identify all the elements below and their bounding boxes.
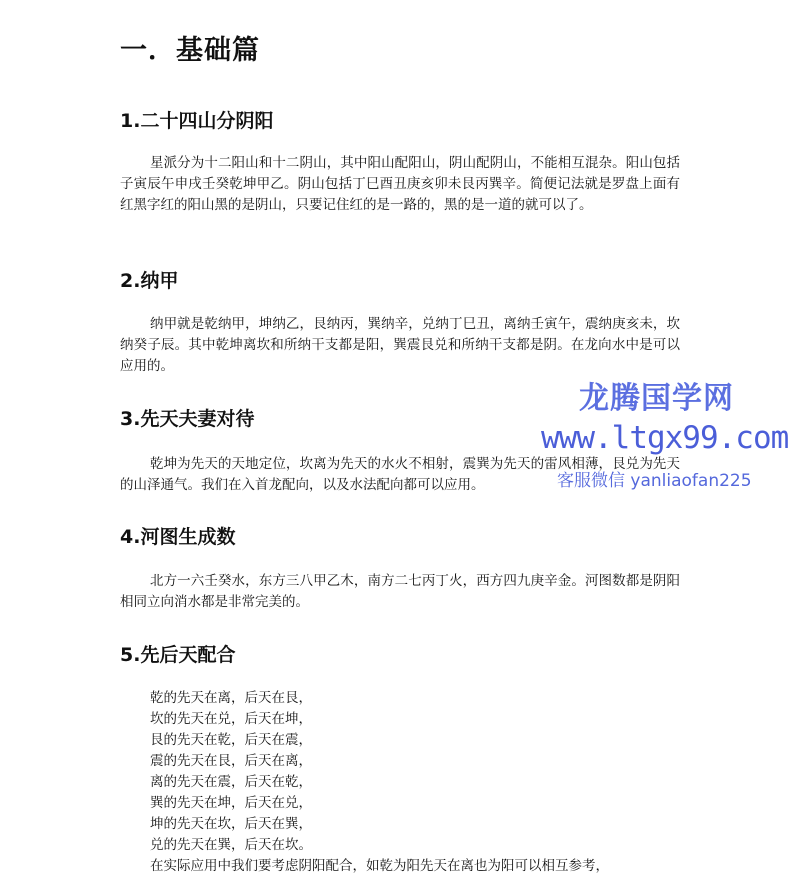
section-heading-5: 5.先后天配合: [120, 644, 236, 666]
list-item: 震的先天在艮，后天在离，: [150, 753, 312, 769]
section-heading-1: 1.二十四山分阴阳: [120, 110, 274, 132]
section-body-1: 星派分为十二阳山和十二阴山，其中阳山配阳山，阴山配阴山，不能相互混杂。阳山包括子寅辰午申戌壬癸乾坤甲乙。阴山包括丁巳酉丑庚亥卯未艮丙巽辛。简便记法就是罗盘上面有红黑字红的阳山黑的是阴山，只要记住红的是一路的，黑的是一道的就可以了。: [120, 155, 680, 213]
list-item: 巽的先天在坤，后天在兑，: [150, 795, 312, 811]
list-item: 在实际应用中我们要考虑阴阳配合，如乾为阳先天在离也为阳可以相互参考，: [150, 858, 609, 874]
watermark-contact: 客服微信 yanliaofan225: [557, 471, 752, 491]
page-title: 一．基础篇: [120, 35, 260, 66]
section-body-2: 纳甲就是乾纳甲，坤纳乙，艮纳丙，巽纳辛，兑纳丁巳丑，离纳壬寅午，震纳庚亥未，坎纳癸子辰。其中乾坤离坎和所纳干支都是阳，巽震艮兑和所纳干支都是阴。在龙向水中是可以应用的。: [120, 316, 680, 374]
watermark-site-name: 龙腾国学网: [579, 381, 734, 416]
list-item: 坤的先天在坎，后天在巽，: [150, 816, 312, 832]
pairing-list: [150, 688, 609, 877]
list-item: 坎的先天在兑，后天在坤，: [150, 711, 312, 727]
section-heading-3: 3.先天夫妻对待: [120, 408, 255, 430]
section-body-3: 乾坤为先天的天地定位，坎离为先天的水火不相射，震巽为先天的雷风相薄，艮兑为先天的山泽通气。我们在入首龙配向，以及水法配向都可以应用。: [120, 456, 680, 493]
watermark-url: www.ltgx99.com: [541, 420, 789, 456]
list-item: 乾的先天在离，后天在艮，: [150, 690, 312, 706]
section-heading-4: 4.河图生成数: [120, 526, 236, 548]
section-heading-2: 2.纳甲: [120, 270, 179, 292]
list-item: 兑的先天在巽，后天在坎。: [150, 837, 312, 853]
section-body-4: 北方一六壬癸水，东方三八甲乙木，南方二七丙丁火，西方四九庚辛金。河图数都是阴阳相同立向消水都是非常完美的。: [120, 573, 680, 610]
list-item: 艮的先天在乾，后天在震，: [150, 732, 312, 748]
list-item: 离的先天在震，后天在乾，: [150, 774, 312, 790]
